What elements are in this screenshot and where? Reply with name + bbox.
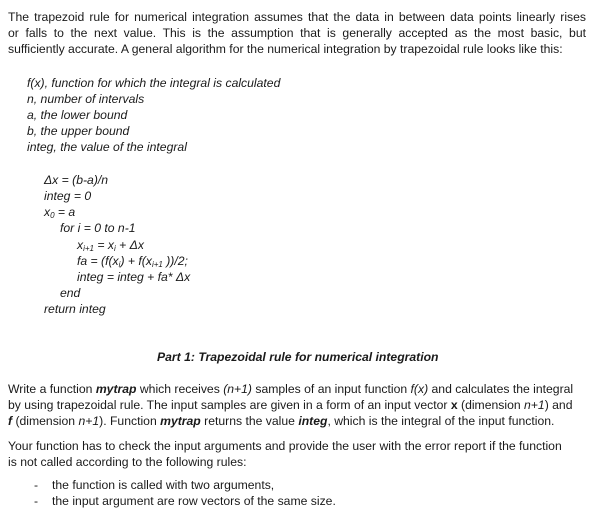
intro-line-3: sufficiently accurate. A general algorithm for the numerical integration by trapezoidal rule looks like this: [8, 42, 563, 56]
check-line-1: Your function has to check the input arguments and provide the user with the error report if the function [8, 439, 562, 453]
definition-n: n, number of intervals [27, 92, 145, 106]
algo-for-line: for i = 0 to n-1 [60, 221, 136, 235]
definition-integ: integ, the value of the integral [27, 140, 187, 154]
rule-bullet-1: - [34, 478, 39, 492]
algo-x-next: $x_{i+1} = x_i + \Delta x$ [77, 238, 144, 253]
definition-a: a, the lower bound [27, 108, 128, 122]
task-line-1: Write a function mytrap which receives (n+1) samples of an input function f(x) and calculates the integral [8, 382, 574, 396]
check-line-2: is not called according to the following rules: [8, 455, 247, 469]
algo-dx: Δx = (b-a)/n [44, 173, 109, 187]
rule-bullet-2: - [34, 494, 39, 508]
part-heading: Part 1: Trapezoidal rule for numerical integration [157, 350, 439, 364]
intro-line-1: The trapezoid rule for numerical integration assumes that the data in between data points linearly rises [8, 10, 586, 24]
algo-x0: $x_0 = a$ [44, 205, 76, 220]
algo-end: end [60, 286, 81, 300]
rule-item-1: the function is called with two arguments, [52, 478, 275, 492]
rule-item-2: the input argument are row vectors of the same size. [52, 494, 336, 508]
definition-fx: f(x), function for which the integral is calculated [27, 76, 281, 90]
algo-init-integ: integ = 0 [44, 189, 92, 203]
algo-return: return integ [44, 302, 106, 316]
task-line-2: by using trapezoidal rule. The input samples are given in a form of an input vector x (dimension n+1) and [8, 398, 573, 412]
task-line-3: f (dimension n+1). Function mytrap returns the value integ, which is the integral of the input function. [8, 414, 555, 428]
algo-fa: fa = ($f(x_i) + f(x_{i+1}$ ))/2; [77, 254, 188, 269]
intro-line-2: or falls to the next value. This is the assumption that is generally accepted as the most basic, but [8, 26, 586, 40]
definition-b: b, the upper bound [27, 124, 130, 138]
algo-integ-update: integ = integ + fa* Δx [77, 270, 191, 284]
